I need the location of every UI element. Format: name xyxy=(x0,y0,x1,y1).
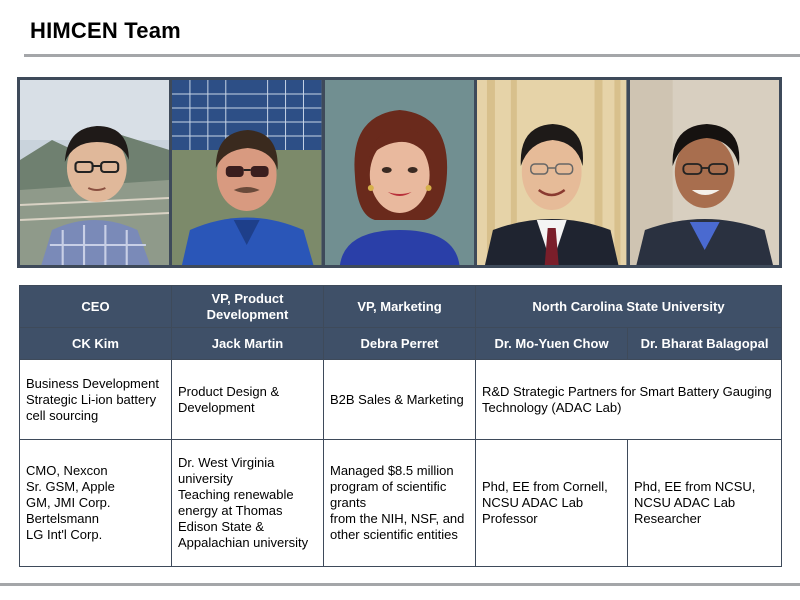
team-photo-strip xyxy=(17,77,782,268)
photo-jack-martin xyxy=(172,80,321,265)
page-title: HIMCEN Team xyxy=(30,18,181,43)
background-mo-yuen-chow: Phd, EE from Cornell, NCSU ADAC Lab Professor xyxy=(476,440,628,567)
name-mo-yuen-chow: Dr. Mo-Yuen Chow xyxy=(476,328,628,360)
name-bharat-balagopal: Dr. Bharat Balagopal xyxy=(628,328,782,360)
focus-jack-martin: Product Design & Development xyxy=(172,360,324,440)
photo-bharat-balagopal xyxy=(630,80,779,265)
background-jack-martin: Dr. West Virginia university Teaching renewable energy at Thomas Edison State & Appalachian university xyxy=(172,440,324,567)
name-debra-perret: Debra Perret xyxy=(324,328,476,360)
name-ck-kim: CK Kim xyxy=(20,328,172,360)
name-row xyxy=(20,328,782,360)
role-ncsu: North Carolina State University xyxy=(476,286,782,328)
team-table xyxy=(19,285,782,567)
role-ceo: CEO xyxy=(20,286,172,328)
photo-debra-perret xyxy=(325,80,474,265)
role-vp-marketing: VP, Marketing xyxy=(324,286,476,328)
background-bharat-balagopal: Phd, EE from NCSU, NCSU ADAC Lab Researcher xyxy=(628,440,782,567)
name-jack-martin: Jack Martin xyxy=(172,328,324,360)
title-divider xyxy=(24,54,800,57)
focus-debra-perret: B2B Sales & Marketing xyxy=(324,360,476,440)
background-ck-kim: CMO, Nexcon Sr. GSM, Apple GM, JMI Corp. Bertelsmann LG Int'l Corp. xyxy=(20,440,172,567)
focus-ck-kim: Business Development Strategic Li-ion battery cell sourcing xyxy=(20,360,172,440)
background-row xyxy=(20,440,782,567)
footer-divider xyxy=(0,583,800,586)
focus-ncsu: R&D Strategic Partners for Smart Battery Gauging Technology (ADAC Lab) xyxy=(476,360,782,440)
role-vp-product: VP, Product Development xyxy=(172,286,324,328)
background-debra-perret: Managed $8.5 million program of scientific grants from the NIH, NSF, and other scientific entities xyxy=(324,440,476,567)
role-row xyxy=(20,286,782,328)
focus-row xyxy=(20,360,782,440)
photo-ck-kim xyxy=(20,80,169,265)
photo-mo-yuen-chow xyxy=(477,80,626,265)
